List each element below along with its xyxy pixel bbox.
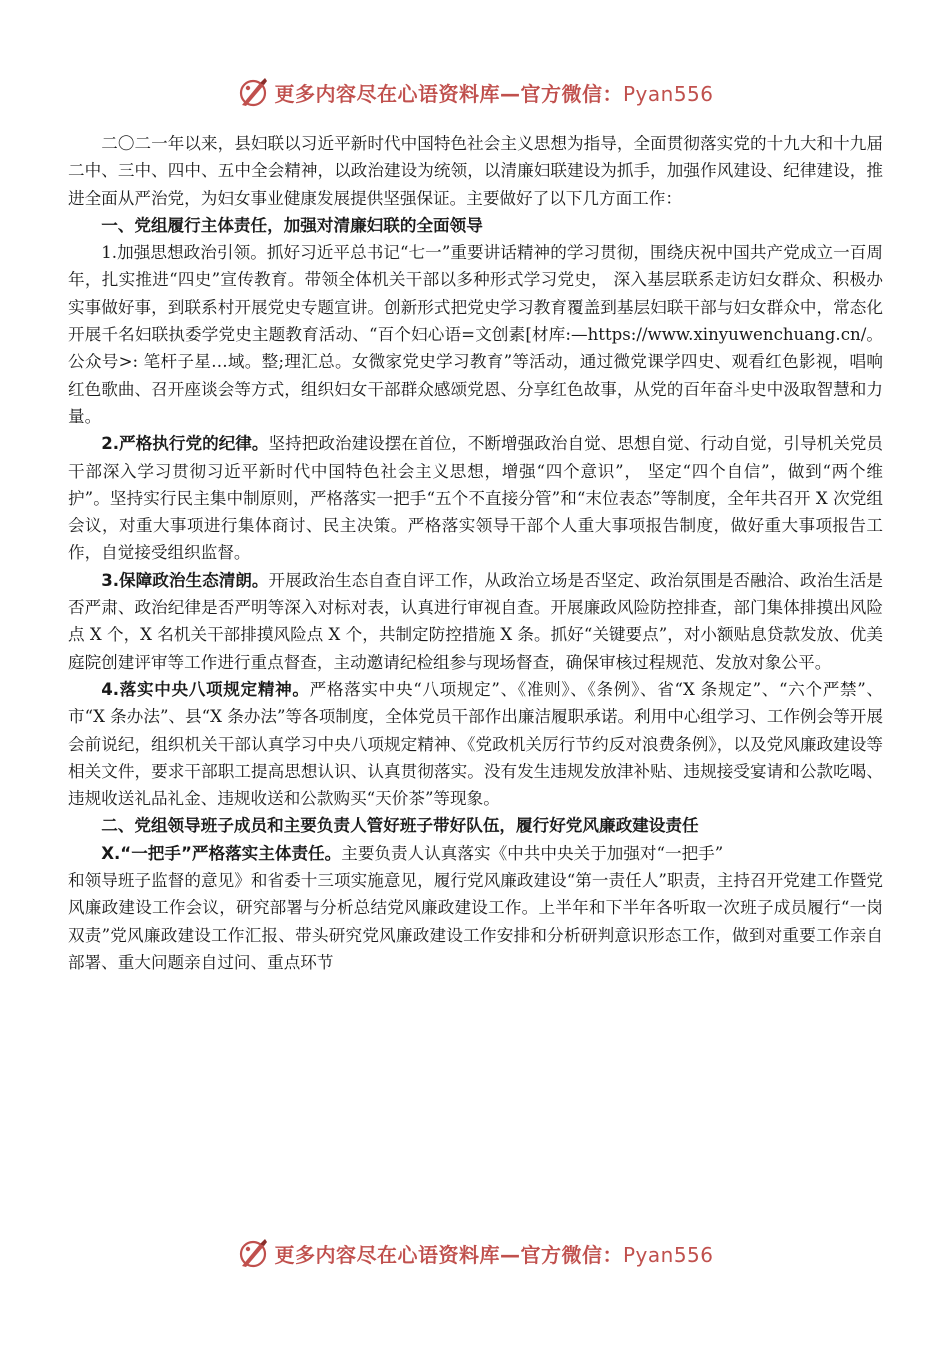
pen-circle-logo-icon [236,1236,270,1270]
section-1-item-2 [68,430,883,566]
banner-text: 更多内容尽在心语资料库—官方微信：Pyan556 [274,81,714,106]
section-2-item-1-first-line [68,840,883,867]
item-body: 坚持把政治建设摆在首位，不断增强政治自觉、思想自觉、行动自觉，引导机关党员干部深入学习贯彻习近平新时代中国特色社会主义思想，增强“四个意识”， 坚定“四个自信”，做到“两个维护”。坚持实行民主集中制原则，严格落实一把手“五个不直接分管”和“末位表态”等制度，全年共召开 X 次党组会议，对重大事项进行集体商讨、民主决策。严格落实领导干部个人重大事项报告制度，做好重大事项报告工作，自觉接受组织监督。 [68,434,883,563]
pen-circle-logo-icon [236,75,270,109]
item-lead: X.“一把手”严格落实主体责任。 [101,843,342,863]
section-2-item-1-rest: 和领导班子监督的意见》和省委十三项实施意见，履行党风廉政建设“第一责任人”职责，主持召开党建工作暨党风廉政建设工作会议，研究部署与分析总结党风廉政建设工作。上半年和下半年各听取一次班子成员履行“一岗双责”党风廉政建设工作汇报、带头研究党风廉政建设工作安排和分析研判意识形态工作，做到对重要工作亲自部署、重大问题亲自过问、重点环节 [68,871,883,972]
banner-text: 更多内容尽在心语资料库—官方微信：Pyan556 [274,1242,714,1267]
item-lead: 2.严格执行党的纪律。 [101,434,269,454]
footer-watermark-banner [0,1233,950,1273]
section-2-heading: 二、党组领导班子成员和主要负责人管好班子带好队伍，履行好党风廉政建设责任 [101,816,699,836]
section-1-item-4 [68,676,883,812]
intro-paragraph: 二〇二一年以来，县妇联以习近平新时代中国特色社会主义思想为指导，全面贯彻落实党的十九大和十九届二中、三中、四中、五中全会精神，以政治建设为统领，以清廉妇联建设为抓手，加强作风建设、纪律建设，推进全面从严治党，为妇女事业健康发展提供坚强保证。主要做好了以下几方面工作： [68,134,883,208]
document-body [68,130,883,976]
item-body: 开展政治生态自查自评工作，从政治立场是否坚定、政治氛围是否融洽、政治生活是否严肃、政治纪律是否严明等深入对标对表，认真进行审视自查。开展廉政风险防控排查，部门集体排摸出风险点 X 个，X 名机关干部排摸风险点 X 个，共制定防控措施 X 条。抓好“关键要点”，对小额贴息贷款发放、优美庭院创建评审等工作进行重点督查，主动邀请纪检组参与现场督查，确保审核过程规范、发放对象公平。 [68,570,883,672]
header-watermark-banner [0,72,950,112]
section-1-item-1 [68,239,883,430]
item-body: 抓好习近平总书记“七一”重要讲话精神的学习贯彻，围绕庆祝中国共产党成立一百周年，扎实推进“四史”宣传教育。带领全体机关干部以多种形式学习党史， 深入基层联系走访妇女群众、积极办实事做好事，到联系村开展党史专题宣讲。创新形式把党史学习教育覆盖到基层妇联干部与妇女群众中，常态化开展千名妇联执委学党史主题教育活动、“百个妇心语=文创素[材库:—https://www.xinyuwenchuang.cn/。公众号>: 笔杆子星…域。整;理汇总。女微家党史学习教育”等活动，通过微党课学四史、观看红色影视，唱响红色歌曲、召开座谈会等方式，组织妇女干部群众感颂党恩、分享红色故事，从党的百年奋斗史中汲取智慧和力量。 [68,243,883,426]
item-lead: 3.保障政治生态清朗。 [101,570,269,590]
section-1-item-3 [68,567,883,676]
item-lead: 4.落实中央八项规定精神。 [101,679,310,699]
item-body-line1: 主要负责人认真落实《中共中央关于加强对“一把手” [341,843,724,863]
item-lead: 1.加强思想政治引领。 [101,243,267,263]
item-body: 严格落实中央“八项规定”、《准则》、《条例》、省“X 条规定”、“六个严禁”、市“X 条办法”、县“X 条办法”等各项制度，全体党员干部作出廉洁履职承诺。利用中心组学习、工作例会等开展会前说纪，组织机关干部认真学习中央八项规定精神、《党政机关厉行节约反对浪费条例》，以及党风廉政建设等相关文件，要求干部职工提高思想认识、认真贯彻落实。没有发生违规发放津补贴、违规接受宴请和公款吃喝、违规收送礼品礼金、违规收送和公款购买“天价茶”等现象。 [68,679,883,809]
section-1-heading: 一、党组履行主体责任，加强对清廉妇联的全面领导 [101,215,483,235]
